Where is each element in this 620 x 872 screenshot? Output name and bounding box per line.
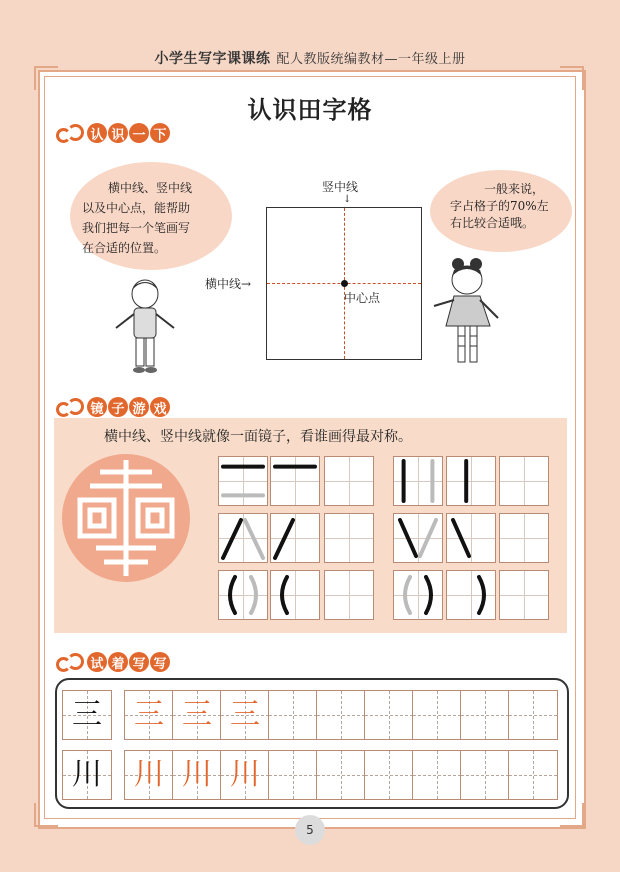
practice-stroke	[245, 520, 263, 558]
cell-v-guide	[485, 751, 486, 799]
mirror-strokes	[219, 571, 267, 619]
mirror-strokes	[394, 571, 442, 619]
page-title: 认识田字格	[247, 95, 373, 124]
mirror-instruction: 横中线、竖中线就像一面镜子，看谁画得最对称。	[104, 429, 412, 445]
mirror-strokes	[500, 457, 548, 505]
mirror-grid-cell	[324, 570, 374, 620]
writing-cell[interactable]	[364, 750, 414, 800]
model-character: 三	[72, 697, 102, 732]
practice-stroke	[479, 577, 484, 613]
cell-v-guide	[485, 691, 486, 739]
boy-illustration	[112, 278, 178, 378]
practice-stroke	[400, 520, 416, 556]
arrow-down-icon: ↓	[343, 194, 352, 205]
cell-v-guide	[341, 691, 342, 739]
label-vertical-line: 竖中线	[322, 180, 359, 194]
section-heading-mirror	[56, 396, 170, 418]
cell-v-guide	[293, 691, 294, 739]
tian-grid-diagram	[266, 207, 422, 360]
corner-ornament-tr	[560, 66, 584, 90]
cell-v-guide	[437, 751, 438, 799]
writing-cell[interactable]	[412, 690, 462, 740]
badge-char: 识	[108, 123, 128, 143]
trace-character: 三	[230, 697, 260, 732]
mirror-grid-cell	[393, 513, 443, 563]
badge-char: 着	[108, 652, 128, 672]
mirror-strokes	[500, 514, 548, 562]
practice-stroke	[282, 577, 287, 613]
model-character-cell	[62, 750, 112, 800]
practice-stroke	[426, 577, 431, 613]
mirror-strokes	[325, 571, 373, 619]
practice-stroke	[251, 577, 256, 613]
trace-character: 三	[134, 697, 164, 732]
badge-char: 写	[150, 652, 170, 672]
trace-character: 川	[182, 757, 212, 792]
label-center-point: 中心点	[344, 291, 381, 305]
writing-cell[interactable]	[268, 690, 318, 740]
writing-cell[interactable]	[220, 750, 270, 800]
mirror-grid-cell	[393, 456, 443, 506]
section-heading-learn	[56, 122, 170, 144]
writing-cell[interactable]	[268, 750, 318, 800]
mirror-grid-cell	[218, 570, 268, 620]
writing-cell[interactable]	[316, 750, 366, 800]
swirl-icon	[56, 653, 84, 671]
mirror-strokes	[219, 457, 267, 505]
center-point	[341, 280, 348, 287]
swirl-icon	[56, 398, 84, 416]
writing-cell[interactable]	[172, 690, 222, 740]
page-number: 5	[295, 815, 325, 845]
mirror-grid-cell	[218, 456, 268, 506]
speech-bubble-left-text: 横中线、竖中线 以及中心点，能帮助 我们把每一个笔画写 在合适的位置。	[82, 181, 193, 255]
writing-cell[interactable]	[172, 750, 222, 800]
practice-stroke	[230, 577, 235, 613]
practice-stroke	[223, 520, 241, 558]
swirl-icon	[56, 124, 84, 142]
speech-bubble-right-text: 一般来说， 字占格子的70%左 右比较合适哦。	[450, 182, 549, 230]
writing-cell[interactable]	[412, 750, 462, 800]
cell-v-guide	[389, 691, 390, 739]
practice-stroke	[275, 520, 293, 558]
model-character: 川	[72, 757, 102, 792]
mirror-grid-cell	[270, 456, 320, 506]
writing-cell[interactable]	[508, 690, 558, 740]
cell-v-guide	[341, 751, 342, 799]
trace-character: 川	[230, 757, 260, 792]
mirror-grid-cell	[218, 513, 268, 563]
mirror-strokes	[394, 457, 442, 505]
badge-char: 子	[108, 397, 128, 417]
series-title: 小学生写字课课练	[154, 51, 271, 67]
corner-ornament-tl	[34, 66, 58, 90]
badge-char: 一	[129, 123, 149, 143]
trace-character: 川	[134, 757, 164, 792]
mirror-strokes	[394, 514, 442, 562]
writing-cell[interactable]	[124, 750, 174, 800]
badge-char: 试	[87, 652, 107, 672]
corner-ornament-bl	[34, 803, 58, 827]
section-heading-try	[56, 651, 170, 673]
writing-cell[interactable]	[364, 690, 414, 740]
badge-char: 镜	[87, 397, 107, 417]
badge-char: 戏	[150, 397, 170, 417]
cell-v-guide	[293, 751, 294, 799]
trace-character: 三	[182, 697, 212, 732]
model-character-cell	[62, 690, 112, 740]
corner-ornament-br	[560, 803, 584, 827]
writing-cell[interactable]	[460, 690, 510, 740]
girl-illustration	[432, 256, 502, 372]
mirror-strokes	[271, 571, 319, 619]
mirror-strokes	[447, 514, 495, 562]
writing-cell[interactable]	[316, 690, 366, 740]
mirror-strokes	[271, 457, 319, 505]
mirror-strokes	[447, 457, 495, 505]
badge-char: 写	[129, 652, 149, 672]
writing-cell[interactable]	[220, 690, 270, 740]
badge-char: 认	[87, 123, 107, 143]
cell-v-guide	[533, 751, 534, 799]
mirror-grid-cell	[393, 570, 443, 620]
label-horizontal-line: 横中线→	[205, 277, 252, 291]
mirror-grid-cell	[324, 456, 374, 506]
writing-cell[interactable]	[124, 690, 174, 740]
mirror-strokes	[325, 514, 373, 562]
mirror-grid-cell	[270, 513, 320, 563]
mirror-strokes	[325, 457, 373, 505]
mirror-strokes	[500, 571, 548, 619]
mirror-grid-cell	[324, 513, 374, 563]
writing-cell[interactable]	[460, 750, 510, 800]
mirror-grid-cell	[499, 456, 549, 506]
badge-char: 下	[150, 123, 170, 143]
running-header	[0, 48, 620, 68]
mirror-grid-cell	[446, 570, 496, 620]
cell-v-guide	[389, 751, 390, 799]
practice-stroke	[420, 520, 436, 556]
writing-cell[interactable]	[508, 750, 558, 800]
mirror-grid-cell	[270, 570, 320, 620]
series-subtitle: 配人教版统编教材—一年级上册	[276, 52, 466, 67]
practice-stroke	[453, 520, 469, 556]
mirror-strokes	[271, 514, 319, 562]
mirror-grid-cell	[499, 570, 549, 620]
shou-emblem-icon	[60, 452, 192, 584]
mirror-grid-cell	[446, 513, 496, 563]
mirror-strokes	[447, 571, 495, 619]
mirror-grid-cell	[499, 513, 549, 563]
practice-stroke	[405, 577, 410, 613]
cell-v-guide	[533, 691, 534, 739]
mirror-strokes	[219, 514, 267, 562]
badge-char: 游	[129, 397, 149, 417]
mirror-grid-cell	[446, 456, 496, 506]
cell-v-guide	[437, 691, 438, 739]
